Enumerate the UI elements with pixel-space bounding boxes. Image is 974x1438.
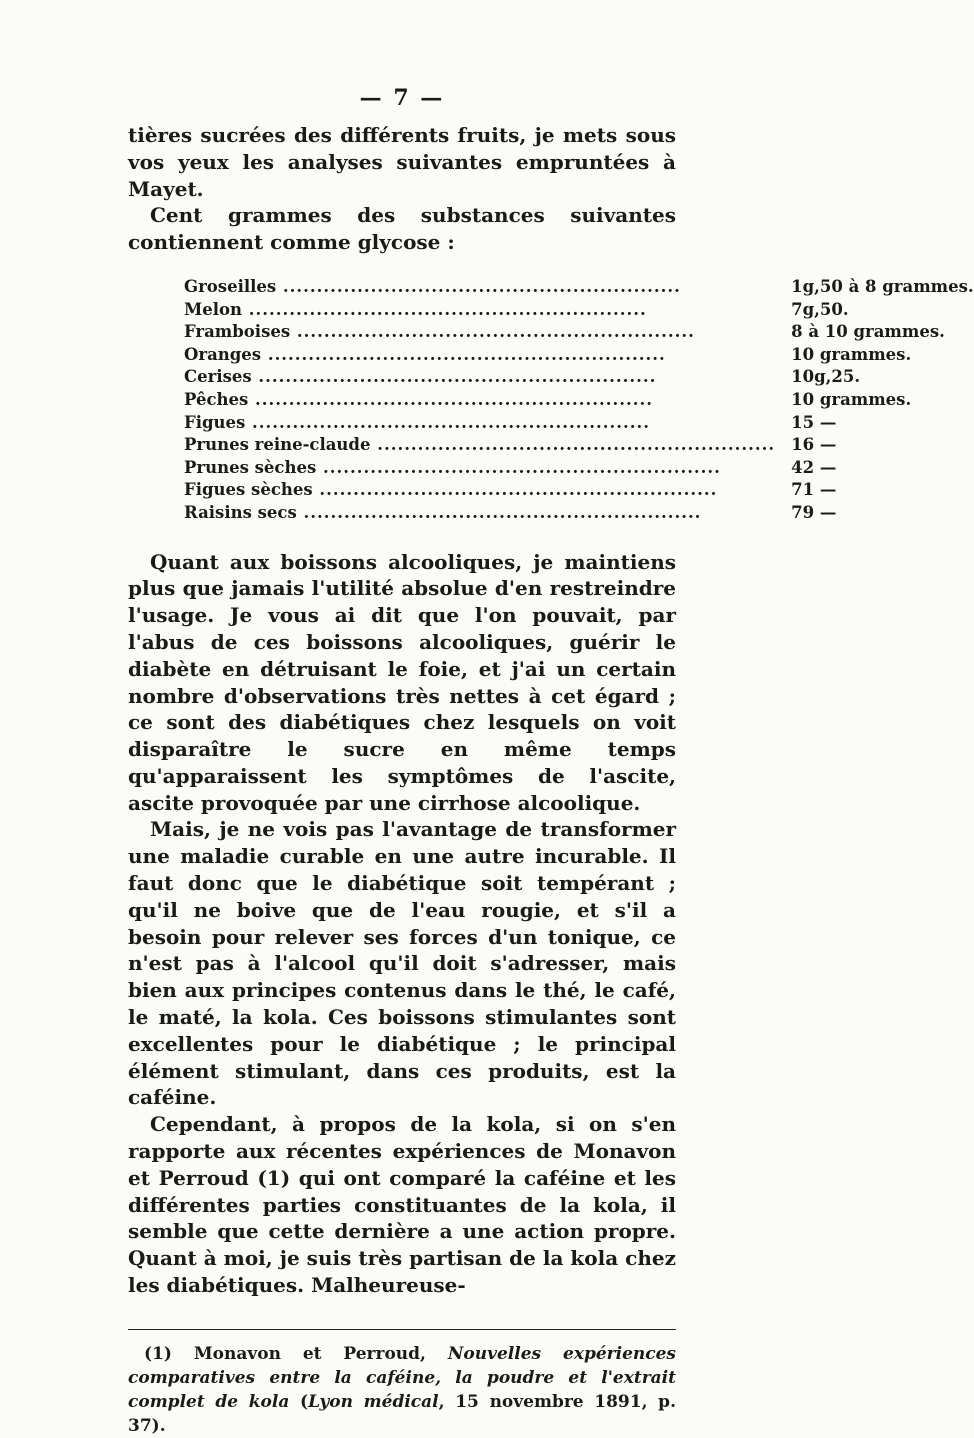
table-row: [184, 434, 974, 457]
glycose-amount: 16 —: [791, 435, 837, 455]
fruit-cell: [184, 344, 775, 367]
fruit-name: Cerises .....: [184, 367, 656, 386]
fruit-name: Prunes sèches .....: [184, 458, 721, 477]
fruit-name: Figues sèches .....: [184, 480, 717, 499]
footnote-journal: Lyon médical: [308, 1391, 439, 1412]
fruit-cell: [184, 321, 775, 344]
fruit-cell: [184, 366, 775, 389]
intro-continuation: tières sucrées des différents fruits, je mets sous vos yeux les analyses suivantes empruntées à Mayet.: [128, 123, 676, 201]
glycose-table: [184, 276, 974, 525]
fruit-name: Groseilles .....: [184, 277, 681, 296]
table-row: [184, 502, 974, 525]
table-row: [184, 276, 974, 299]
glycose-amount: 8 à 10 grammes.: [791, 322, 945, 342]
fruit-cell: [184, 412, 775, 435]
glycose-amount: 10 grammes.: [791, 344, 912, 364]
glycose-amount: 42 —: [791, 457, 837, 477]
table-row: [184, 299, 974, 322]
intro-paragraph: Cent grammes des substances suivantes contiennent comme glycose :: [128, 203, 676, 255]
fruit-cell: [184, 502, 775, 525]
paragraph-temperance: Mais, je ne vois pas l'avantage de transformer une maladie curable en une autre incurable. Il faut donc que le diabétique soit tempérant ; qu'il ne boive que de l'eau rougie, et s'il a besoin pour relever ses forces d'un tonique, ce n'est pas à l'alcool qu'il doit s'adresser, mais bien aux principes contenus dans le thé, le café, le maté, la kola. Ces boissons stimulantes sont excellentes pour le diabétique ; le principal élément stimulant, dans ces produits, est la caféine.: [128, 817, 676, 1110]
fruit-name: Oranges .....: [184, 345, 666, 364]
footnote-title: Nouvelles expériences comparatives entre la caféine, la poudre et l'extrait complet de kola: [128, 1343, 676, 1412]
footnote-divider: [128, 1329, 676, 1330]
table-row: [184, 321, 974, 344]
fruit-name: Raisins secs .....: [184, 503, 701, 522]
fruit-name: Framboises .....: [184, 322, 695, 341]
table-row: [184, 457, 974, 480]
fruit-cell: [184, 389, 775, 412]
table-row: [184, 366, 974, 389]
fruit-name: Figues .....: [184, 413, 650, 432]
table-row: [184, 389, 974, 412]
table-row: [184, 412, 974, 435]
glycose-amount: 71 —: [791, 480, 837, 500]
glycose-amount: 79 —: [791, 502, 837, 522]
footnote: [128, 1342, 676, 1438]
page: [128, 84, 974, 1438]
fruit-cell: [184, 299, 775, 322]
fruit-name: Melon .....: [184, 300, 647, 319]
fruit-cell: [184, 434, 775, 457]
glycose-amount: 10g,25.: [791, 367, 861, 387]
fruit-cell: [184, 276, 775, 299]
glycose-amount: 10 grammes.: [791, 389, 912, 409]
fruit-name: Prunes reine-claude .....: [184, 435, 775, 454]
footnote-open: (: [289, 1391, 309, 1412]
glycose-amount: 7g,50.: [791, 299, 849, 319]
glycose-amount: 15 —: [791, 412, 837, 432]
fruit-cell: [184, 457, 775, 480]
fruit-cell: [184, 479, 775, 502]
fruit-name: Pêches .....: [184, 390, 653, 409]
footnote-lead: (1) Monavon et Perroud,: [144, 1343, 448, 1364]
table-row: [184, 344, 974, 367]
glycose-amount: 1g,50 à 8 grammes.: [791, 276, 974, 296]
footnote-tail: , 15 novembre 1891, p. 37).: [128, 1391, 676, 1436]
paragraph-kola: Cependant, à propos de la kola, si on s'en rapporte aux récentes expériences de Monavon et Perroud (1) qui ont comparé la caféine et les différentes parties constituantes de la kola, il semble que cette dernière a une action propre. Quant à moi, je suis très partisan de la kola chez les diabétiques. Malheureuse-: [128, 1112, 676, 1298]
table-row: [184, 479, 974, 502]
paragraph-alcohol: Quant aux boissons alcooliques, je maintiens plus que jamais l'utilité absolue d'en restreindre l'usage. Je vous ai dit que l'on pouvait, par l'abus de ces boissons alcooliques, guérir le diabète en détruisant le foie, et j'ai un certain nombre d'observations très nettes à cet égard ; ce sont des diabétiques chez lesquels on voit disparaître le sucre en même temps qu'apparaissent les symptômes de l'ascite, ascite provoquée par une cirrhose alcoolique.: [128, 549, 676, 815]
page-number: — 7 —: [359, 85, 445, 111]
